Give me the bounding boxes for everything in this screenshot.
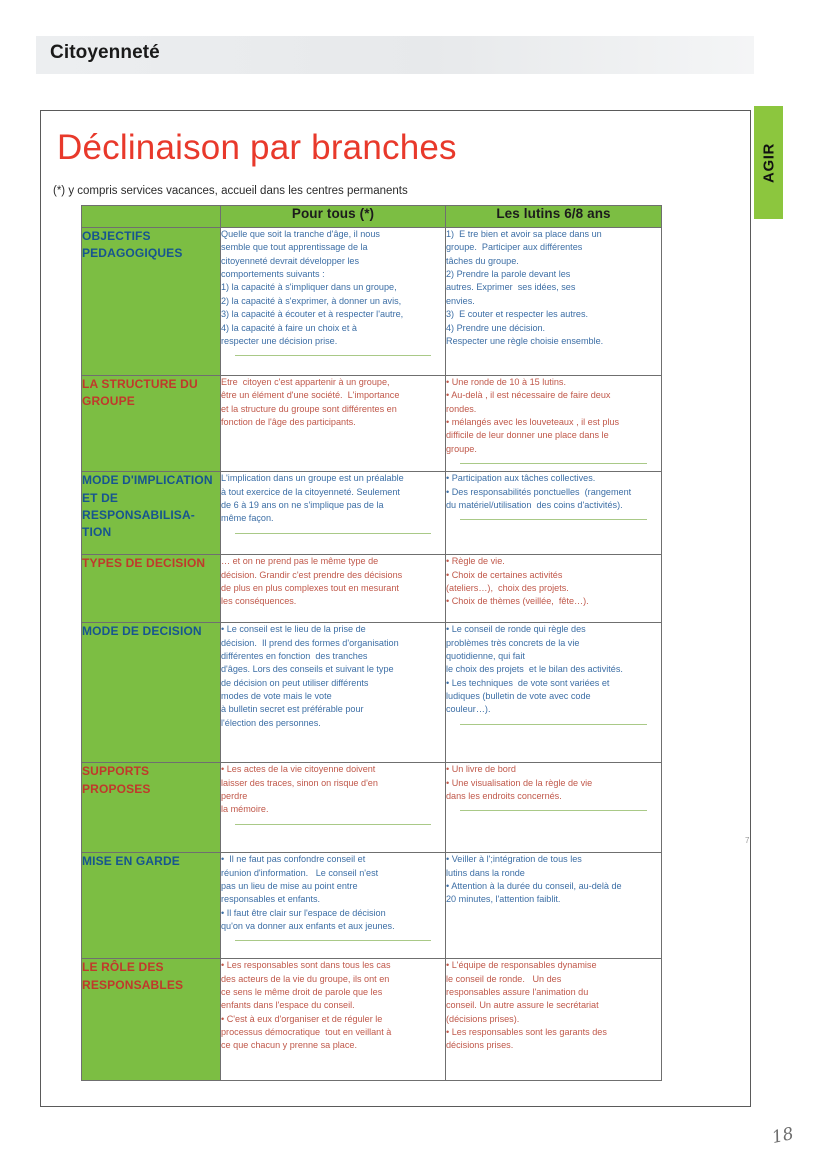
row-cell-lutins [446,959,662,1081]
row-cell-pour-tous [221,472,446,555]
cell-block [446,623,661,717]
cell-line: décision. Il prend des formes d'organisation [221,637,399,648]
row-theme-label-cell [82,472,221,555]
row-theme-label: MISE EN GARDE [82,854,180,869]
cell-line: respecter une décision prise. [221,335,338,346]
cell-line: ce que chacun y prenne sa place. [221,1040,357,1051]
row-theme-label: TYPES DE DECISION [82,556,206,571]
cell-block [221,376,445,429]
cell-line: • Les actes de la vie citoyenne doivent [221,764,376,775]
row-theme-label-cell [82,228,221,376]
cell-line: tâches du groupe. [446,255,519,266]
cell-block [446,376,661,456]
document-subtitle: (*) y compris services vacances, accueil dans les centres permanents [53,185,408,197]
cell-divider [460,519,647,520]
cell-line: réunion d'information. Le conseil n'est [221,867,379,878]
cell-divider [235,824,431,825]
cell-line: problèmes très concrets de la vie [446,637,580,648]
cell-line: Respecter une règle choisie ensemble. [446,335,604,346]
row-cell-lutins [446,623,662,763]
row-theme-label: MODE DE DECISION [82,624,202,639]
cell-line: modes de vote mais le vote [221,690,332,701]
row-theme-label: OBJECTIFS PEDAGOGIQUES [82,229,183,261]
cell-line: groupe. [446,443,477,454]
cell-line: • Une visualisation de la règle de vie [446,777,593,788]
row-theme-label: SUPPORTS PROPOSES [82,764,151,796]
cell-line: citoyenneté devrait développer les [221,255,360,266]
cell-line: • Un livre de bord [446,764,516,775]
table-row [82,472,662,555]
cell-line: difficile de leur donner une place dans le [446,430,609,441]
cell-line: responsables et enfants. [221,894,321,905]
cell-line: … et on ne prend pas le même type de [221,556,379,567]
cell-divider [460,463,647,464]
cell-line: • Veiller à l';intégration de tous les [446,854,582,865]
row-cell-lutins [446,228,662,376]
column-header-lutins: Les lutins 6/8 ans [446,206,662,228]
cell-line: 4) Prendre une décision. [446,322,546,333]
cell-line: • C'est à eux d'organiser et de réguler le [221,1013,383,1024]
cell-line: L'implication dans un groupe est un préalable [221,473,404,484]
cell-line: • Choix de certaines activités [446,569,563,580]
cell-block [221,853,445,933]
column-header-theme [82,206,221,228]
cell-line: autres. Exprimer ses idées, ses [446,282,576,293]
cell-block [221,228,445,348]
cell-block [221,555,445,608]
cell-line: (ateliers…), choix des projets. [446,582,569,593]
cell-line: 2) Prendre la parole devant les [446,269,571,280]
cell-line: • Participation aux tâches collectives. [446,473,596,484]
cell-divider [235,940,431,941]
section-tab-label: AGIR [760,142,777,183]
row-cell-pour-tous [221,376,446,472]
table-row [82,959,662,1081]
cell-block [221,763,445,816]
row-cell-pour-tous [221,763,446,853]
table-row [82,623,662,763]
cell-line: • Le conseil est le lieu de la prise de [221,624,366,635]
cell-line: couleur…). [446,704,491,715]
row-cell-pour-tous [221,228,446,376]
cell-line: 2) la capacité à s'exprimer, à donner un avis, [221,295,402,306]
cell-line: processus démocratique tout en veillant à [221,1026,392,1037]
cell-line: de plus en plus complexes tout en mesurant [221,582,399,593]
cell-line: le conseil de ronde. Un des [446,973,562,984]
cell-line: • mélangés avec les louveteaux , il est plus [446,417,620,428]
row-theme-label: LA STRUCTURE DU GROUPE [82,377,198,409]
cell-line: laisser des traces, sinon on risque d'en [221,777,378,788]
table-row [82,376,662,472]
cell-divider [235,533,431,534]
cell-line: qu'on va donner aux enfants et aux jeunes. [221,920,395,931]
cell-line: et la structure du groupe sont différentes en [221,403,397,414]
cell-divider [460,724,647,725]
cell-line: groupe. Participer aux différentes [446,242,583,253]
cell-line: fonction de l'âge des participants. [221,417,356,428]
cell-block [446,228,661,348]
cell-line: • Il ne faut pas confondre conseil et [221,854,366,865]
cell-line: comportements suivants : [221,269,325,280]
cell-line: dans les endroits concernés. [446,790,562,801]
table-head [82,206,662,228]
cell-line: • L'équipe de responsables dynamise [446,960,597,971]
cell-line: 3) la capacité à écouter et à respecter l'autre, [221,309,404,320]
cell-line: même façon. [221,513,274,524]
row-theme-label-cell [82,763,221,853]
table-row [82,555,662,623]
cell-line: être un élément d'une société. L'importance [221,390,400,401]
cell-line: • Il faut être clair sur l'espace de décision [221,907,386,918]
cell-line: la mémoire. [221,804,269,815]
cell-line: lutins dans la ronde [446,867,525,878]
branches-matrix-table [81,205,662,1081]
cell-line: • Au-delà , il est nécessaire de faire deux [446,390,611,401]
cell-line: semble que tout apprentissage de la [221,242,368,253]
cell-line: envies. [446,295,475,306]
cell-line: • Les responsables sont les garants des [446,1026,607,1037]
cell-line: Etre citoyen c'est appartenir à un groupe, [221,377,390,387]
cell-line: ce sens le même droit de parole que les [221,986,383,997]
row-cell-lutins [446,763,662,853]
cell-divider [235,355,431,356]
cell-block [446,472,661,512]
row-theme-label: MODE D'IMPLICATION ET DE RESPONSABILISA-TION [82,473,213,540]
row-theme-label-cell [82,376,221,472]
cell-line: • Les responsables sont dans tous les cas [221,960,391,971]
table-row [82,763,662,853]
row-theme-label-cell [82,959,221,1081]
row-cell-lutins [446,376,662,472]
cell-line: 1) E tre bien et avoir sa place dans un [446,229,602,239]
section-tab-agir [754,106,783,219]
cell-line: Quelle que soit la tranche d'âge, il nous [221,229,380,239]
cell-line: décision. Grandir c'est prendre des décisions [221,569,403,580]
cell-line: d'âges. Lors des conseils et suivant le type [221,664,394,675]
cell-line: les conséquences. [221,596,297,607]
cell-line: ludiques (bulletin de vote avec code [446,690,591,701]
row-cell-pour-tous [221,853,446,959]
row-theme-label: LE RÔLE DES RESPONSABLES [82,960,184,992]
cell-line: perdre [221,790,248,801]
handwritten-page-number: 18 [770,1123,796,1149]
cell-line: • Des responsabilités ponctuelles (rangement [446,486,632,497]
cell-line: • Choix de thèmes (veillée, fête…). [446,596,589,607]
cell-line: 20 minutes, l'attention faiblit. [446,894,561,905]
cell-line: pas un lieu de mise au point entre [221,880,358,891]
document-title: Déclinaison par branches [57,128,457,167]
cell-line: • Attention à la durée du conseil, au-delà de [446,880,622,891]
cell-line: • Le conseil de ronde qui règle des [446,624,586,635]
cell-line: responsables assure l'animation du [446,986,589,997]
cell-line: des acteurs de la vie du groupe, ils ont en [221,973,390,984]
cell-line: le choix des projets et le bilan des activités. [446,664,623,675]
row-cell-pour-tous [221,959,446,1081]
cell-block [446,763,661,803]
cell-line: à tout exercice de la citoyenneté. Seulement [221,486,400,497]
page-title: Citoyenneté [50,42,160,63]
cell-line: 1) la capacité à s'impliquer dans un groupe, [221,282,397,293]
row-theme-label-cell [82,555,221,623]
cell-block [221,959,445,1053]
cell-line: (décisions prises). [446,1013,520,1024]
cell-block [446,959,661,1053]
cell-line: du matériel/utilisation des coins d'activités). [446,499,623,510]
cell-line: rondes. [446,403,477,414]
cell-line: l'élection des personnes. [221,717,321,728]
cell-block [221,472,445,525]
table-body [82,228,662,1081]
table-row [82,853,662,959]
margin-scan-mark: 7 [745,836,750,845]
cell-line: enfants dans l'espace du conseil. [221,1000,355,1011]
cell-line: quotidienne, qui fait [446,650,525,661]
row-cell-lutins [446,555,662,623]
row-theme-label-cell [82,853,221,959]
cell-line: de décision on peut utiliser différents [221,677,369,688]
cell-line: • Une ronde de 10 à 15 lutins. [446,377,566,387]
cell-line: 3) E couter et respecter les autres. [446,309,589,320]
row-cell-pour-tous [221,555,446,623]
cell-divider [460,810,647,811]
cell-line: de 6 à 19 ans on ne s'implique pas de la [221,499,384,510]
cell-line: 4) la capacité à faire un choix et à [221,322,357,333]
cell-block [221,623,445,730]
cell-block [446,853,661,906]
table-row [82,228,662,376]
cell-block [446,555,661,608]
row-theme-label-cell [82,623,221,763]
row-cell-pour-tous [221,623,446,763]
cell-line: conseil. Un autre assure le secrétariat [446,1000,599,1011]
row-cell-lutins [446,472,662,555]
cell-line: décisions prises. [446,1040,514,1051]
cell-line: • Les techniques de vote sont variées et [446,677,610,688]
cell-line: à bulletin secret est préférable pour [221,704,364,715]
document-frame [40,110,751,1107]
table-header-row [82,206,662,228]
cell-line: différentes en fonction des tranches [221,650,368,661]
column-header-pour-tous: Pour tous (*) [221,206,446,228]
cell-line: • Règle de vie. [446,556,505,567]
row-cell-lutins [446,853,662,959]
